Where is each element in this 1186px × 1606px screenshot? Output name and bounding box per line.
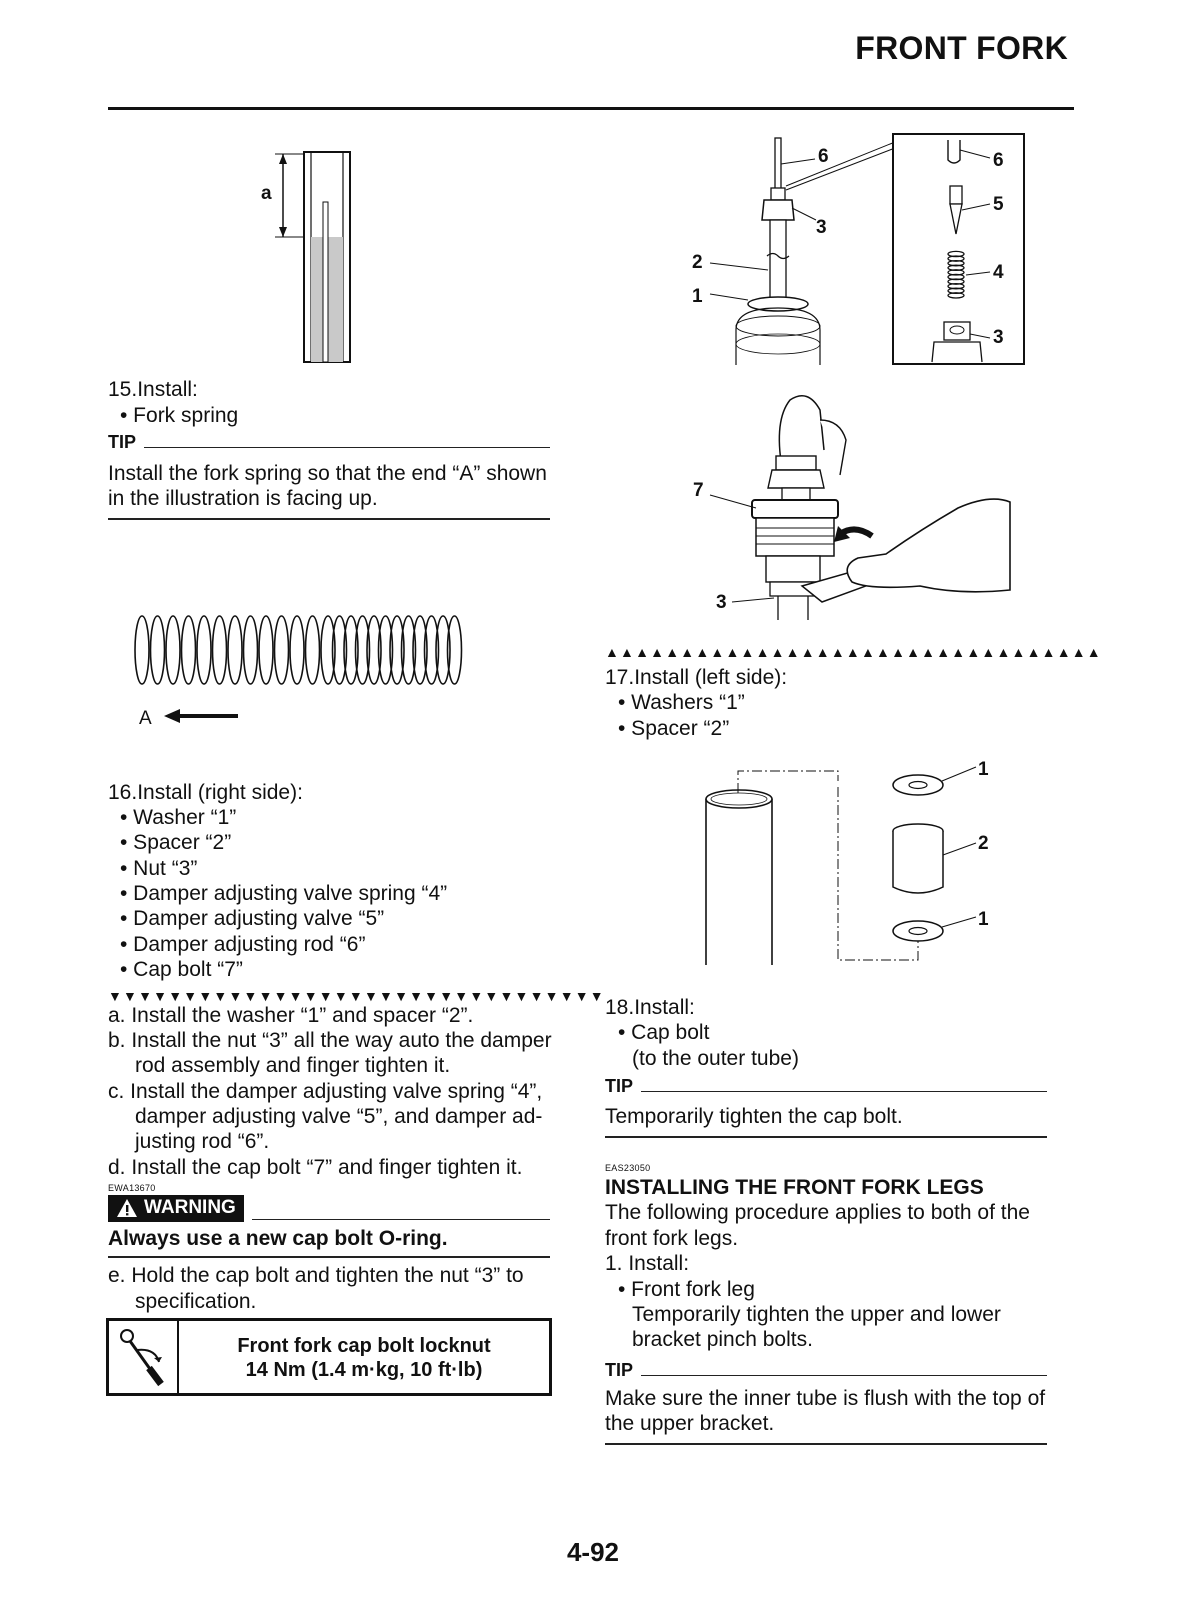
spring-coil (290, 616, 304, 684)
torque-wrench-icon (109, 1321, 179, 1393)
list-item: • Nut “3” (120, 857, 198, 880)
sub-step-b: rod assembly and finger tighten it. (135, 1054, 451, 1077)
warning-icon (116, 1198, 138, 1218)
tip-header (605, 1360, 1047, 1380)
spring-coil (306, 616, 320, 684)
list-item: • Cap bolt “7” (120, 958, 243, 981)
warning-label: WARNING (144, 1197, 236, 1218)
label-3: 3 (716, 592, 727, 613)
label-6: 6 (993, 150, 1004, 171)
section-heading: INSTALLING THE FRONT FORK LEGS (605, 1176, 984, 1199)
step-15-heading: 15.Install: (108, 378, 198, 401)
list-item-detail: Temporarily tighten the upper and lower (632, 1303, 1001, 1326)
spring-coil (244, 616, 258, 684)
section-intro: The following procedure applies to both of the (605, 1201, 1030, 1224)
procedure-start-markers: ▼▼▼▼▼▼▼▼▼▼▼▼▼▼▼▼▼▼▼▼▼▼▼▼▼▼▼▼▼▼▼▼▼ (108, 988, 605, 1004)
spring-coil (228, 616, 242, 684)
step-17-heading: 17.Install (left side): (605, 666, 788, 689)
warning-text: Always use a new cap bolt O-ring. (108, 1227, 448, 1250)
tip-label: TIP (605, 1360, 634, 1380)
label-3: 3 (816, 217, 827, 238)
damper-rod-figure (690, 130, 1035, 370)
label-4: 4 (993, 262, 1004, 283)
warning-end-rule (108, 1256, 550, 1258)
tip-text: Make sure the inner tube is flush with the top of (605, 1387, 1046, 1410)
tip-text: the upper bracket. (605, 1412, 775, 1435)
step-18-heading: 18.Install: (605, 996, 695, 1019)
section-intro: front fork legs. (605, 1227, 739, 1250)
sub-step-e: e. Hold the cap bolt and tighten the nut “3” to (108, 1264, 524, 1287)
step-15-item: • Fork spring (120, 404, 239, 427)
tip-end-rule (605, 1136, 1047, 1138)
label-2: 2 (692, 252, 703, 273)
spec-value: 14 Nm (1.4 m·kg, 10 ft·lb) (245, 1359, 483, 1381)
sub-step-b: b. Install the nut “3” all the way auto the damper (108, 1029, 552, 1052)
tip-label: TIP (605, 1076, 634, 1096)
sub-step-d: d. Install the cap bolt “7” and finger tighten it. (108, 1156, 523, 1179)
spring-coil (166, 616, 180, 684)
tip-header (605, 1076, 1047, 1096)
list-item: • Washer “1” (120, 806, 237, 829)
label-5: 5 (993, 194, 1004, 215)
spring-coil (259, 616, 273, 684)
tip-label: TIP (108, 432, 137, 452)
sub-step-a: a. Install the washer “1” and spacer “2”. (108, 1004, 474, 1027)
cap-bolt-figure (690, 390, 1020, 620)
tip-end-rule (605, 1443, 1047, 1445)
section-code: EAS23050 (605, 1163, 651, 1173)
tip-end-rule (108, 518, 550, 520)
torque-spec-text (179, 1321, 549, 1393)
list-item: • Damper adjusting rod “6” (120, 933, 366, 956)
fork-tube-figure (260, 148, 360, 373)
warning-code: EWA13670 (108, 1183, 156, 1193)
label-a: a (261, 183, 272, 204)
page-title: FRONT FORK (855, 30, 1068, 66)
list-item: • Front fork leg (618, 1278, 755, 1301)
sub-step-c: justing rod “6”. (135, 1130, 270, 1153)
sub-step-e: specification. (135, 1290, 257, 1313)
spring-coil (275, 616, 289, 684)
step-16-heading: 16.Install (right side): (108, 781, 303, 804)
label-1: 1 (978, 909, 989, 930)
list-item: • Spacer “2” (120, 831, 232, 854)
tip-text: Install the fork spring so that the end “A” shown (108, 462, 547, 485)
label-3: 3 (993, 327, 1004, 348)
sub-step-c: damper adjusting valve “5”, and damper ad- (135, 1105, 543, 1128)
list-item: • Washers “1” (618, 691, 745, 714)
list-item-detail: bracket pinch bolts. (632, 1328, 813, 1351)
label-A: A (139, 708, 152, 729)
spring-coil (213, 616, 227, 684)
fork-spring-figure (130, 608, 530, 733)
torque-spec-box (106, 1318, 552, 1396)
section-step-1: 1. Install: (605, 1252, 690, 1275)
label-6: 6 (818, 146, 829, 167)
spring-coil (151, 616, 165, 684)
list-item: • Cap bolt (618, 1021, 710, 1044)
spring-coil (182, 616, 196, 684)
spec-name: Front fork cap bolt locknut (237, 1335, 491, 1357)
sub-step-c: c. Install the damper adjusting valve spring “4”, (108, 1080, 543, 1103)
label-1: 1 (692, 286, 703, 307)
page-number: 4-92 (566, 1537, 620, 1567)
list-item: • Spacer “2” (618, 717, 730, 740)
spring-coil (135, 616, 149, 684)
list-item: • Damper adjusting valve spring “4” (120, 882, 448, 905)
warning-badge (108, 1195, 244, 1222)
label-2: 2 (978, 833, 989, 854)
tip-header (108, 432, 550, 452)
label-7: 7 (693, 480, 704, 501)
spring-coil (197, 616, 211, 684)
warning-header (108, 1195, 550, 1222)
tip-text: in the illustration is facing up. (108, 487, 378, 510)
procedure-end-markers: ▲▲▲▲▲▲▲▲▲▲▲▲▲▲▲▲▲▲▲▲▲▲▲▲▲▲▲▲▲▲▲▲▲ (605, 644, 1102, 660)
header-rule (108, 107, 1074, 110)
spring-coils (135, 616, 462, 684)
label-1: 1 (978, 759, 989, 780)
list-item: • Damper adjusting valve “5” (120, 907, 385, 930)
outer-tube-figure (690, 755, 1010, 970)
list-item-detail: (to the outer tube) (632, 1047, 799, 1070)
tip-text: Temporarily tighten the cap bolt. (605, 1105, 903, 1128)
